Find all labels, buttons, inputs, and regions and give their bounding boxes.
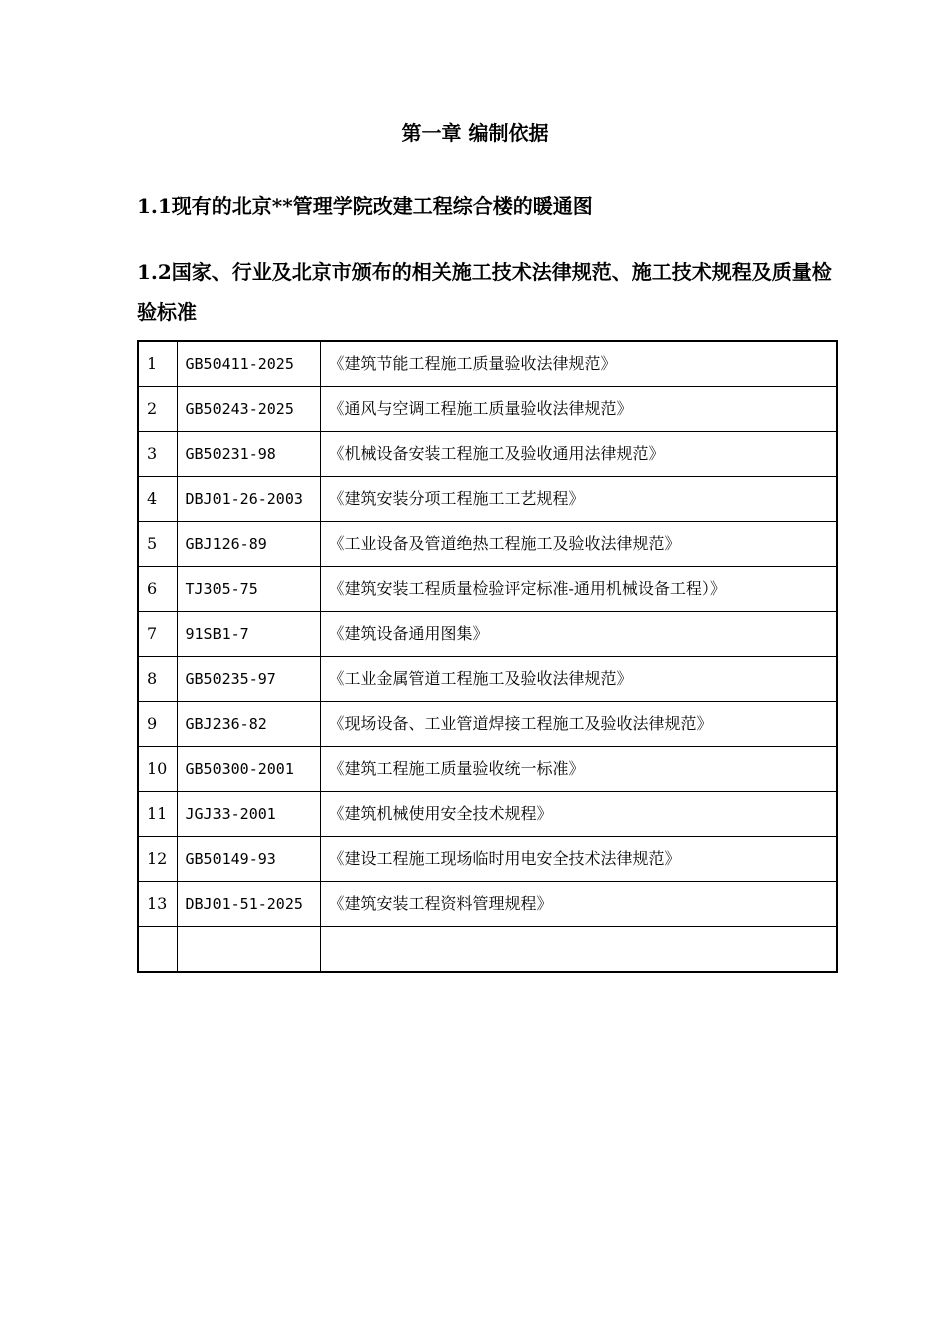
row-number bbox=[138, 927, 177, 973]
standard-code: GB50231-98 bbox=[177, 432, 320, 477]
table-row bbox=[138, 522, 837, 567]
standard-title: 《建筑安装工程资料管理规程》 bbox=[320, 882, 837, 927]
standard-title: 《建筑安装分项工程施工工艺规程》 bbox=[320, 477, 837, 522]
row-number: 1 bbox=[138, 341, 177, 387]
table-row bbox=[138, 567, 837, 612]
standard-code: GB50235-97 bbox=[177, 657, 320, 702]
table-row bbox=[138, 792, 837, 837]
row-number: 5 bbox=[138, 522, 177, 567]
row-number: 12 bbox=[138, 837, 177, 882]
standard-title: 《工业金属管道工程施工及验收法律规范》 bbox=[320, 657, 837, 702]
standard-code: DBJ01-51-2025 bbox=[177, 882, 320, 927]
table-row-empty bbox=[138, 927, 837, 973]
standard-code: GBJ126-89 bbox=[177, 522, 320, 567]
table-row bbox=[138, 387, 837, 432]
standard-code: 91SB1-7 bbox=[177, 612, 320, 657]
table-row bbox=[138, 612, 837, 657]
standard-title: 《建筑机械使用安全技术规程》 bbox=[320, 792, 837, 837]
standard-title bbox=[320, 927, 837, 973]
standard-code: DBJ01-26-2003 bbox=[177, 477, 320, 522]
standard-title: 《建筑设备通用图集》 bbox=[320, 612, 837, 657]
table-row bbox=[138, 432, 837, 477]
standard-title: 《现场设备、工业管道焊接工程施工及验收法律规范》 bbox=[320, 702, 837, 747]
standard-code: GBJ236-82 bbox=[177, 702, 320, 747]
row-number: 11 bbox=[138, 792, 177, 837]
standard-title: 《建筑工程施工质量验收统一标准》 bbox=[320, 747, 837, 792]
standard-title: 《建筑安装工程质量检验评定标准-通用机械设备工程）》 bbox=[320, 567, 837, 612]
standards-table bbox=[137, 340, 838, 973]
standard-code bbox=[177, 927, 320, 973]
row-number: 9 bbox=[138, 702, 177, 747]
section-heading-1-1: 1.1现有的北京**管理学院改建工程综合楼的暖通图 bbox=[137, 194, 593, 218]
row-number: 8 bbox=[138, 657, 177, 702]
standard-title: 《通风与空调工程施工质量验收法律规范》 bbox=[320, 387, 837, 432]
row-number: 4 bbox=[138, 477, 177, 522]
table-row bbox=[138, 477, 837, 522]
section-heading-1-2: 1.2国家、行业及北京市颁布的相关施工技术法律规范、施工技术规程及质量检验标准 bbox=[137, 260, 832, 324]
table-row bbox=[138, 657, 837, 702]
standard-title: 《机械设备安装工程施工及验收通用法律规范》 bbox=[320, 432, 837, 477]
standard-code: GB50243-2025 bbox=[177, 387, 320, 432]
standard-code: GB50411-2025 bbox=[177, 341, 320, 387]
table-row bbox=[138, 341, 837, 387]
row-number: 6 bbox=[138, 567, 177, 612]
standards-table-body bbox=[138, 341, 837, 972]
row-number: 10 bbox=[138, 747, 177, 792]
chapter-title: 第一章 编制依据 bbox=[401, 121, 549, 145]
standard-title: 《建设工程施工现场临时用电安全技术法律规范》 bbox=[320, 837, 837, 882]
standard-code: JGJ33-2001 bbox=[177, 792, 320, 837]
row-number: 7 bbox=[138, 612, 177, 657]
row-number: 2 bbox=[138, 387, 177, 432]
table-row bbox=[138, 837, 837, 882]
row-number: 3 bbox=[138, 432, 177, 477]
row-number: 13 bbox=[138, 882, 177, 927]
table-row bbox=[138, 702, 837, 747]
table-row bbox=[138, 747, 837, 792]
standard-code: GB50300-2001 bbox=[177, 747, 320, 792]
standard-title: 《建筑节能工程施工质量验收法律规范》 bbox=[320, 341, 837, 387]
table-row bbox=[138, 882, 837, 927]
standard-code: TJ305-75 bbox=[177, 567, 320, 612]
standard-code: GB50149-93 bbox=[177, 837, 320, 882]
standard-title: 《工业设备及管道绝热工程施工及验收法律规范》 bbox=[320, 522, 837, 567]
